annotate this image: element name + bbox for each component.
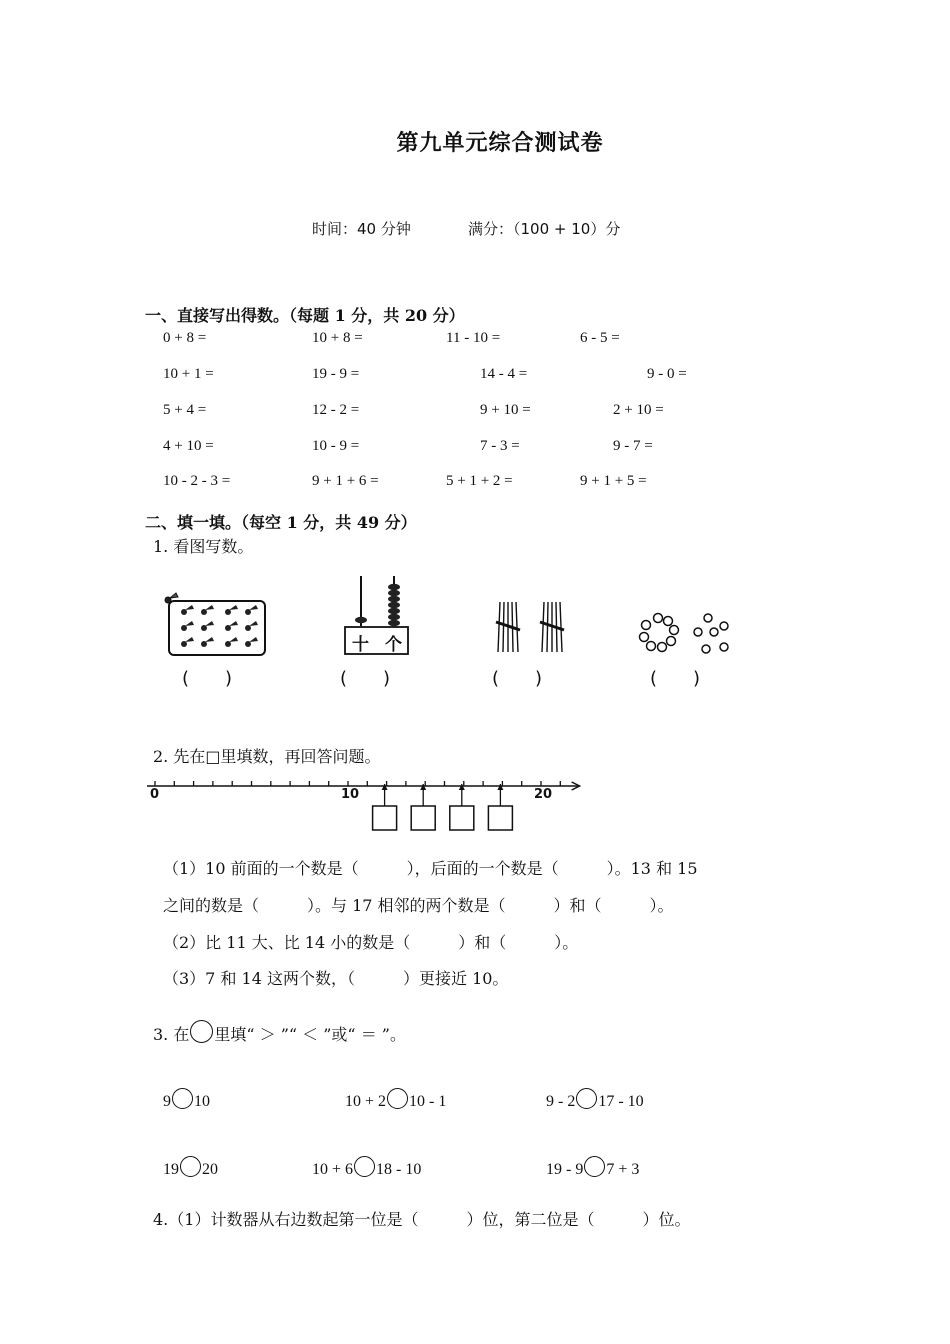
compare-circle[interactable]: [584, 1156, 605, 1177]
answer-blank[interactable]: ( ): [492, 668, 543, 689]
arith-item: 4 + 10 =: [163, 438, 214, 454]
q3-label-after: 里填“ ＞ ”“ ＜ ”或“ ＝ ”。: [214, 1025, 406, 1044]
q4-line: 4.（1）计数器从右边数起第一位是（ ）位，第二位是（ ）位。: [153, 1210, 691, 1229]
compare-circle[interactable]: [172, 1088, 193, 1109]
answer-box[interactable]: [488, 806, 512, 830]
q2-label: 2. 先在□里填数，再回答问题。: [153, 747, 381, 766]
compare-circle[interactable]: [180, 1156, 201, 1177]
compare-item: [163, 1088, 210, 1111]
arith-item: 19 - 9 =: [312, 366, 360, 382]
arith-item: 9 + 1 + 5 =: [580, 473, 647, 489]
arith-item: 10 + 1 =: [163, 366, 214, 382]
circle-icon: [190, 1020, 213, 1043]
q3-label-before: 3. 在: [153, 1025, 190, 1044]
answer-blank[interactable]: ( ): [182, 668, 233, 689]
arith-item: 11 - 10 =: [446, 330, 501, 346]
compare-right: 7 + 3: [606, 1161, 640, 1178]
exam-score: 满分：（100 + 10）分: [468, 220, 621, 238]
abacus-ones-label: 个: [385, 635, 402, 655]
abacus-tens-label: 十: [352, 635, 369, 655]
arith-item: 10 - 9 =: [312, 438, 360, 454]
arith-item: 9 + 10 =: [480, 402, 531, 418]
q2-line-4: （3）7 和 14 这两个数，（ ）更接近 10。: [163, 969, 509, 988]
compare-item: [163, 1156, 218, 1179]
compare-left: 19 - 9: [546, 1161, 584, 1178]
compare-left: 9 - 2: [546, 1093, 576, 1110]
arith-item: 6 - 5 =: [580, 330, 620, 346]
arith-item: 12 - 2 =: [312, 402, 360, 418]
compare-circle[interactable]: [576, 1088, 597, 1109]
answer-blank[interactable]: ( ): [340, 668, 391, 689]
arith-item: 0 + 8 =: [163, 330, 207, 346]
compare-left: 9: [163, 1093, 171, 1110]
arith-item: 9 - 0 =: [647, 366, 687, 382]
q2-line-3: （2）比 11 大、比 14 小的数是（ ）和（ ）。: [163, 933, 579, 952]
arith-item: 2 + 10 =: [613, 402, 664, 418]
compare-circle[interactable]: [354, 1156, 375, 1177]
arith-item: 10 - 2 - 3 =: [163, 473, 231, 489]
arith-item: 9 + 1 + 6 =: [312, 473, 379, 489]
q1-label: 1. 看图写数。: [153, 537, 254, 556]
arith-item: 5 + 1 + 2 =: [446, 473, 513, 489]
axis-label-0: 0: [150, 787, 160, 802]
axis-label-10: 10: [341, 787, 360, 802]
q3-label: [153, 1020, 406, 1045]
compare-item: [546, 1156, 639, 1179]
compare-left: 10 + 2: [345, 1093, 387, 1110]
section2-heading: 二、填一填。（每空 1 分，共 49 分）: [145, 513, 417, 532]
page-title: 第九单元综合测试卷: [396, 130, 604, 156]
compare-circle[interactable]: [387, 1088, 408, 1109]
compare-right: 17 - 10: [598, 1093, 644, 1110]
compare-left: 19: [163, 1161, 179, 1178]
compare-right: 18 - 10: [376, 1161, 422, 1178]
answer-box[interactable]: [373, 806, 397, 830]
answer-box[interactable]: [411, 806, 435, 830]
compare-right: 20: [202, 1161, 218, 1178]
section1-heading: 一、直接写出得数。（每题 1 分，共 20 分）: [145, 306, 465, 325]
compare-item: [312, 1156, 421, 1179]
q2-line-2: 之间的数是（ ）。与 17 相邻的两个数是（ ）和（ ）。: [163, 896, 674, 915]
exam-time: 时间：40 分钟: [312, 220, 411, 238]
arith-item: 9 - 7 =: [613, 438, 653, 454]
compare-right: 10: [194, 1093, 210, 1110]
answer-blank[interactable]: ( ): [650, 668, 701, 689]
arith-item: 10 + 8 =: [312, 330, 363, 346]
compare-item: [546, 1088, 644, 1111]
arith-item: 7 - 3 =: [480, 438, 520, 454]
q2-line-1: （1）10 前面的一个数是（ ），后面的一个数是（ ）。13 和 15: [163, 859, 698, 878]
axis-label-20: 20: [534, 787, 553, 802]
answer-box[interactable]: [450, 806, 474, 830]
arith-item: 14 - 4 =: [480, 366, 528, 382]
compare-right: 10 - 1: [409, 1093, 447, 1110]
compare-left: 10 + 6: [312, 1161, 354, 1178]
compare-item: [345, 1088, 446, 1111]
arith-item: 5 + 4 =: [163, 402, 207, 418]
